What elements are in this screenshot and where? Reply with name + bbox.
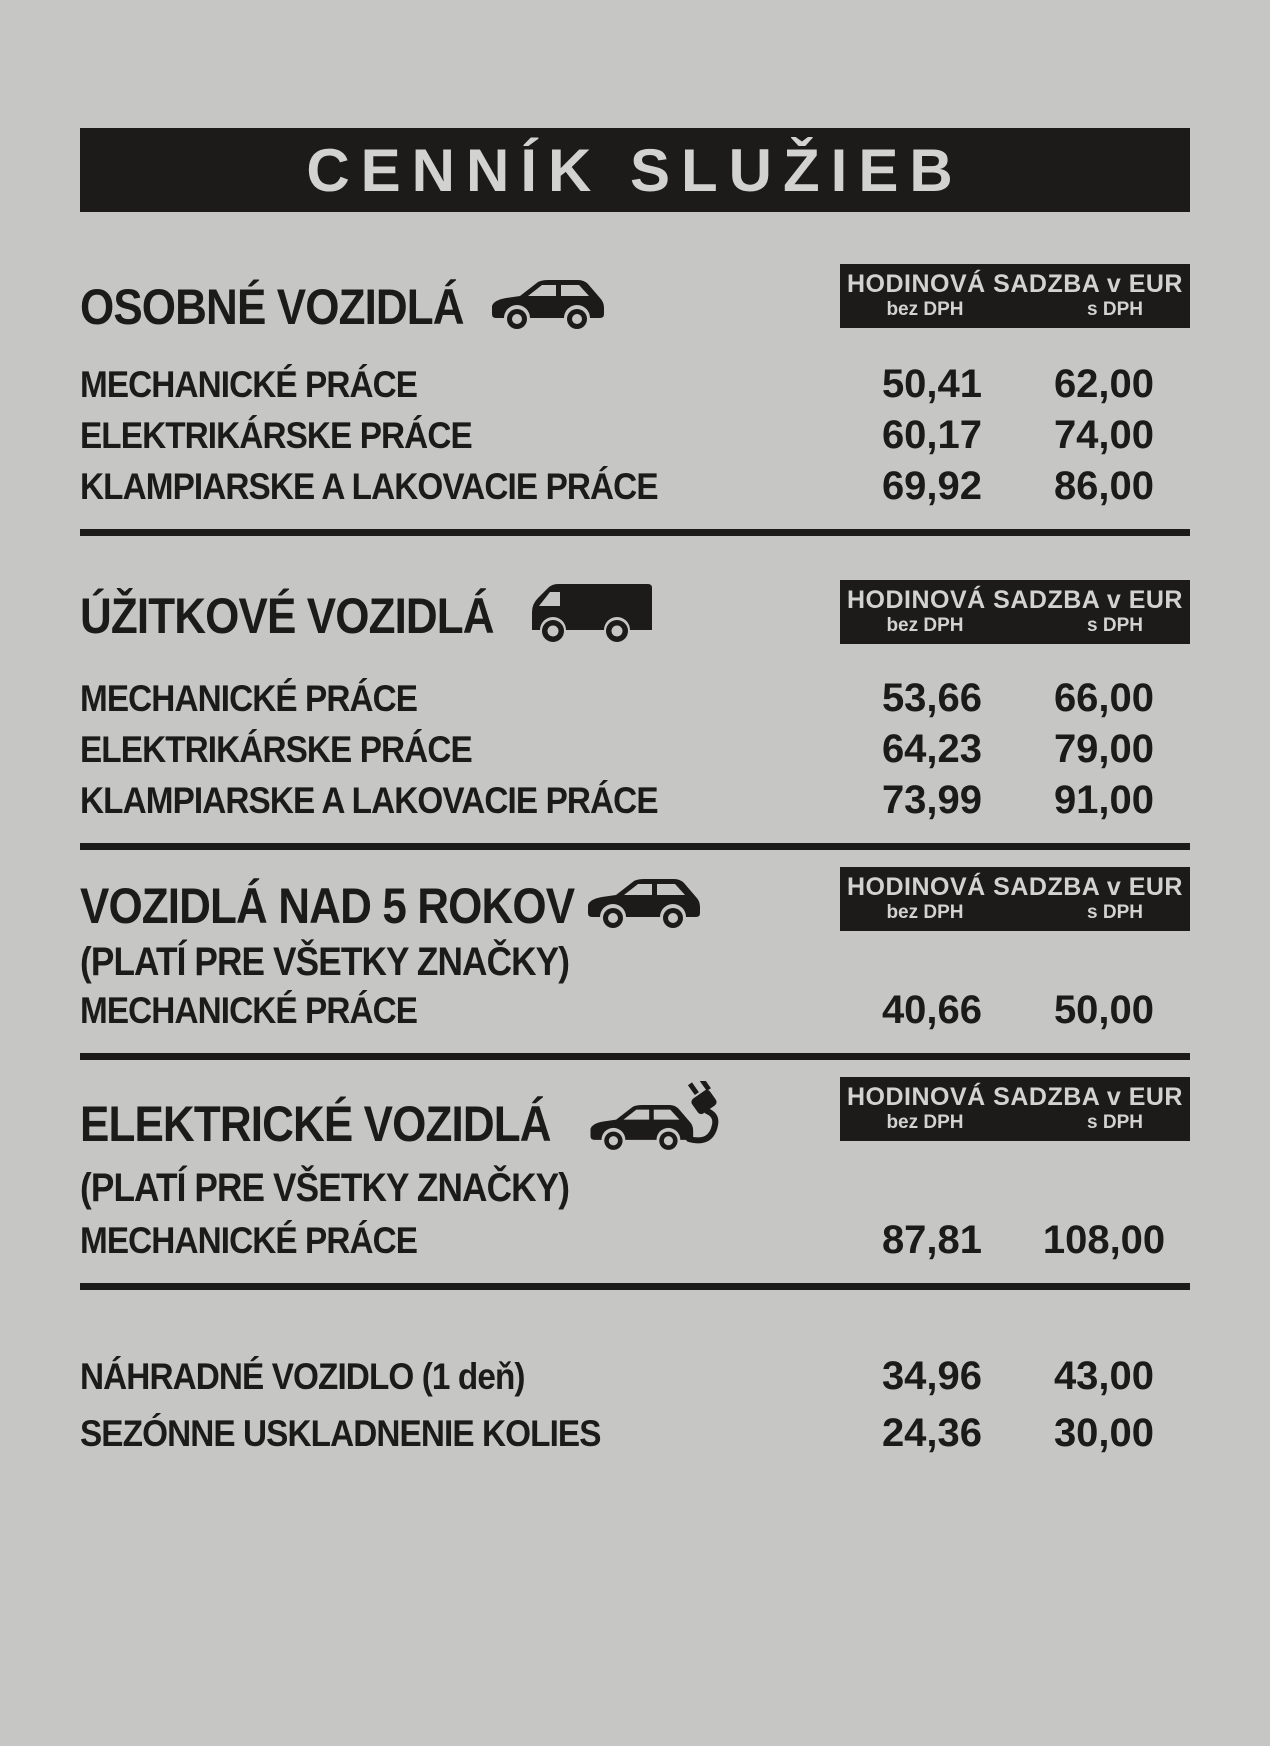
price-without-vat: 69,92: [881, 464, 983, 508]
car-icon: [582, 875, 702, 936]
section-title: ELEKTRICKÉ VOZIDLÁ: [80, 1095, 551, 1152]
price-without-vat: 64,23: [881, 727, 983, 771]
rate-col-with-vat: s DPH: [1087, 299, 1143, 320]
rate-col-without-vat: bez DPH: [886, 1112, 964, 1133]
page-title: CENNÍK SLUŽIEB: [80, 128, 1190, 212]
rate-header-title: HODINOVÁ SADZBA v EUR: [847, 1083, 1183, 1111]
price-row: [80, 1215, 1190, 1266]
price-without-vat: 34,96: [881, 1354, 983, 1398]
rate-col-with-vat: s DPH: [1087, 1112, 1143, 1133]
section-extras: [80, 1348, 1190, 1462]
rate-header-title: HODINOVÁ SADZBA v EUR: [847, 270, 1183, 298]
section-title: OSOBNÉ VOZIDLÁ: [80, 278, 464, 335]
service-label: SEZÓNNE USKLADNENIE KOLIES: [80, 1412, 601, 1454]
section-passenger-vehicles: [80, 264, 1190, 536]
price-with-vat: 86,00: [1053, 464, 1155, 508]
price-with-vat: 50,00: [1053, 988, 1155, 1032]
rate-header: [840, 1077, 1190, 1141]
service-label: MECHANICKÉ PRÁCE: [80, 1219, 418, 1261]
divider: [80, 843, 1190, 850]
price-row: [80, 410, 1190, 461]
service-label: ELEKTRIKÁRSKE PRÁCE: [80, 414, 472, 456]
section-title: ÚŽITKOVÉ VOZIDLÁ: [80, 587, 494, 644]
divider: [80, 1283, 1190, 1290]
rate-col-with-vat: s DPH: [1087, 615, 1143, 636]
van-icon: [530, 580, 654, 651]
section-vehicles-over-5-years: [80, 867, 1190, 1060]
price-with-vat: 74,00: [1053, 413, 1155, 457]
price-with-vat: 66,00: [1053, 676, 1155, 720]
divider: [80, 1053, 1190, 1060]
price-row: [80, 1405, 1190, 1462]
service-label: KLAMPIARSKE A LAKOVACIE PRÁCE: [80, 779, 658, 821]
service-label: ELEKTRIKÁRSKE PRÁCE: [80, 728, 472, 770]
section-subtitle: (PLATÍ PRE VŠETKY ZNAČKY): [80, 1166, 570, 1210]
rate-col-with-vat: s DPH: [1087, 902, 1143, 923]
price-without-vat: 87,81: [881, 1218, 983, 1262]
price-without-vat: 24,36: [881, 1411, 983, 1455]
price-with-vat: 62,00: [1053, 362, 1155, 406]
price-without-vat: 53,66: [881, 676, 983, 720]
section-electric-vehicles: [80, 1077, 1190, 1290]
price-row: [80, 673, 1190, 724]
price-without-vat: 73,99: [881, 778, 983, 822]
rate-col-without-vat: bez DPH: [886, 299, 964, 320]
price-without-vat: 40,66: [881, 988, 983, 1032]
price-row: [80, 724, 1190, 775]
price-without-vat: 60,17: [881, 413, 983, 457]
electric-car-icon: [585, 1081, 735, 1166]
price-list: [80, 128, 1190, 1462]
rate-header: [840, 580, 1190, 644]
section-title: VOZIDLÁ NAD 5 ROKOV: [80, 877, 575, 934]
rate-header: [840, 867, 1190, 931]
service-label: MECHANICKÉ PRÁCE: [80, 989, 418, 1031]
price-row: [80, 1348, 1190, 1405]
service-label: MECHANICKÉ PRÁCE: [80, 677, 418, 719]
car-icon: [486, 276, 606, 337]
price-with-vat: 108,00: [1042, 1218, 1166, 1262]
price-row: [80, 359, 1190, 410]
price-with-vat: 79,00: [1053, 727, 1155, 771]
price-with-vat: 30,00: [1053, 1411, 1155, 1455]
price-with-vat: 43,00: [1053, 1354, 1155, 1398]
rate-header-title: HODINOVÁ SADZBA v EUR: [847, 873, 1183, 901]
divider: [80, 529, 1190, 536]
price-row: [80, 775, 1190, 826]
rate-header: [840, 264, 1190, 328]
section-subtitle: (PLATÍ PRE VŠETKY ZNAČKY): [80, 940, 570, 984]
price-with-vat: 91,00: [1053, 778, 1155, 822]
service-label: KLAMPIARSKE A LAKOVACIE PRÁCE: [80, 465, 658, 507]
price-without-vat: 50,41: [881, 362, 983, 406]
rate-col-without-vat: bez DPH: [886, 902, 964, 923]
rate-col-without-vat: bez DPH: [886, 615, 964, 636]
service-label: MECHANICKÉ PRÁCE: [80, 363, 418, 405]
service-label: NÁHRADNÉ VOZIDLO (1 deň): [80, 1355, 525, 1397]
section-commercial-vehicles: [80, 580, 1190, 850]
rate-header-title: HODINOVÁ SADZBA v EUR: [847, 586, 1183, 614]
price-row: [80, 461, 1190, 512]
price-row: [80, 985, 1190, 1036]
